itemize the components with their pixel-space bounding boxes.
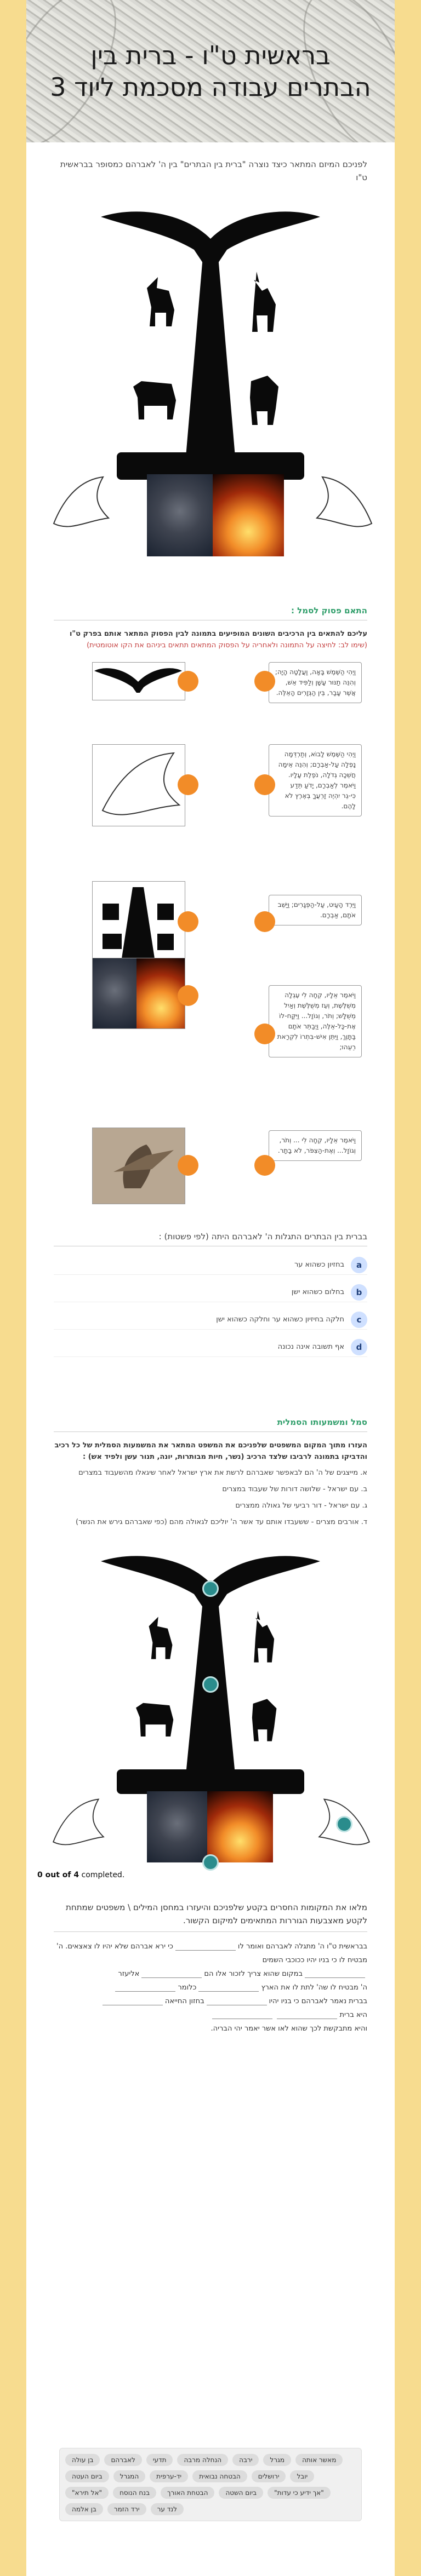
symbol-item: ב. עם ישראל - שלושה דורות של שעבוד במצרים [222, 1485, 367, 1493]
dove-right-icon [311, 474, 377, 540]
match-instructions [26, 628, 395, 651]
symbols-illustration[interactable] [26, 1539, 395, 1879]
quiz-option-b[interactable] [54, 1283, 367, 1302]
symbols-section-title: סמל ומשמעותו הסמלית [277, 1417, 367, 1427]
cloze-intro: מלאו את המקומות החסרים בקטע שלפניכם והיעזרו במחסן המילים \ משפטים שמתחת לקטע מאצבעות הגוררות המתאימים למיקום הקשור. [66, 1902, 367, 1925]
goat-icon [141, 277, 180, 326]
progress-text [26, 1871, 124, 1879]
word-chip[interactable]: יובל [290, 2470, 314, 2482]
match-dot-image-2[interactable] [178, 774, 198, 795]
match-instructions-note: (שימו לב: לחיצה על התמונה ולאחריה על הפסוק המתאים תתאים ביניהם את הקו אוטומטית) [87, 641, 367, 649]
cloze-blank[interactable] [277, 2011, 337, 2019]
cow-icon [133, 376, 177, 419]
match-image-dove[interactable] [92, 744, 185, 826]
match-dot-verse-1[interactable] [254, 671, 275, 692]
word-chip[interactable]: ירבה [232, 2454, 259, 2466]
cloze-line: ה' מבטיח לו שה' לתת לו את הארץכלומר [54, 1981, 367, 1994]
option-text: בחלום כשהוא ישן [291, 1288, 344, 1296]
symbol-item: ד. אורבים מצרים - ששעבדו אותם עד אשר ה' יוליכם לגאולה מהם (כפי שאברהם גירש את הנשר) [76, 1518, 367, 1526]
header-banner [26, 0, 395, 142]
option-letter: a [351, 1257, 367, 1273]
option-text: בחזיון כשהוא ער [294, 1261, 344, 1269]
deer-icon [246, 272, 284, 332]
option-letter: d [351, 1339, 367, 1355]
quiz-option-c[interactable] [54, 1310, 367, 1330]
option-text: אף תשובה אינה נכונה [277, 1343, 344, 1351]
cloze-line: בברית נאמר לאברהם כי בניו יהיובחזון החייאה [54, 1994, 367, 2008]
cloze-line: והיא מתבקשת לכך שהוא לאו אשר יאמר יהי הבריה. [210, 2025, 367, 2033]
cloze-blank[interactable] [115, 1984, 175, 1992]
match-verse-3[interactable]: וַיְהִי הַשֶּׁמֶשׁ לָבוֹא, וְתַרְדֵּמָה נָפְלָה עַל-אַבְרָם; וְהִנֵּה אֵימָה חֲשֵׁכָה גְדֹלָה, נֹפֶלֶת עָלָיו. וַיֹּאמֶר לְאַבְרָם, יָדֹעַ תֵּדַע כִּי-גֵר יִהְיֶה זַרְעֲךָ בְּאֶרֶץ לֹא לָהֶם. [269, 744, 362, 817]
hotspot-eagle[interactable] [202, 1580, 219, 1597]
option-letter: c [351, 1312, 367, 1328]
match-dot-verse-2[interactable] [254, 911, 275, 932]
word-bank [59, 2448, 362, 2521]
progress-suffix: completed. [79, 1871, 125, 1879]
match-image-bird-of-prey[interactable] [92, 1128, 185, 1204]
fire-image [207, 1791, 273, 1862]
word-chip[interactable]: לנד ער [151, 2503, 184, 2515]
word-chip[interactable]: הבטחת האורך [161, 2487, 214, 2499]
symbols-list [26, 1463, 395, 1528]
cloze-blank[interactable] [305, 1970, 365, 1978]
word-chip[interactable]: יד-ערפית [150, 2470, 188, 2482]
word-chip[interactable]: "אל תירא" [65, 2487, 109, 2499]
cloze-text [26, 1940, 395, 2036]
match-dot-image-3[interactable] [178, 911, 198, 932]
match-dot-image-4[interactable] [178, 985, 198, 1006]
divider [54, 1431, 367, 1432]
fire-image [213, 474, 284, 556]
dove-left-icon [48, 1797, 109, 1857]
ram-icon [248, 1698, 281, 1742]
match-exercise[interactable] [26, 662, 395, 1226]
match-image-smoke-fire[interactable] [92, 958, 185, 1029]
quiz-question: בברית בין הבתרים התגלות ה' לאברהם היתה (לפי פשטות) : [158, 1232, 367, 1241]
word-chip[interactable]: ירד הזמר [107, 2503, 146, 2515]
word-chip[interactable]: בן אלמה [65, 2503, 103, 2515]
cloze-blank[interactable] [212, 2011, 272, 2019]
cloze-line: בבראשית ט"ו ה' מתגלה לאברהם ואומר לוכי ירא אברהם שלא יהיו לו צאצאים. ה' מבטיח לו כי בניו יהיו ככוכבי השמים [56, 1942, 367, 1964]
symbol-item: א. מייצגים של ה' הם לבאפשר שאברהם לרשת את ארץ ישראל לאחר שיגאלו מהשעבוד במצרים [78, 1469, 367, 1477]
option-text: חלקה בחיזיון כשהוא ער וחלקה כשהוא ישן [216, 1315, 344, 1324]
progress-count: 0 out of 4 [37, 1871, 79, 1879]
word-chip[interactable]: המגרל [113, 2470, 146, 2482]
match-verse-1[interactable]: וַיְהִי הַשֶּׁמֶשׁ בָּאָה, וַעֲלָטָה הָיָה; וְהִנֵּה תַנּוּר עָשָׁן וְלַפִּיד אֵשׁ, אֲשֶׁר עָבַר, בֵּין הַגְּזָרִים הָאֵלֶּה. [269, 662, 362, 703]
word-chip[interactable]: ירושלים [252, 2470, 286, 2482]
match-instructions-bold: עליכם להתאים בין הרכיבים השונים המופיעים בתמונה לבין הפסוק המתאר אותם בפרק ט"ו [69, 630, 367, 638]
cloze-line: היא ברית [54, 2008, 367, 2022]
hotspot-fire[interactable] [202, 1854, 219, 1871]
word-chip[interactable]: מגרל [263, 2454, 291, 2466]
dove-left-icon [48, 474, 114, 540]
word-chip[interactable]: מאשר אותה [295, 2454, 343, 2466]
brit-pillar [185, 255, 236, 463]
symbols-instructions: העזרו מתוך המקום המשפטים שלפניכם את המשפט המתאר את המשמעות הסמלית של כל רכיב והדביקו בתמונה לרביבו שלצד הרכיב (נשר, חיות מבותרות, יונה, תנור עשן ולפיד אש) : [54, 1441, 367, 1461]
match-dot-image-1[interactable] [178, 671, 198, 692]
match-image-animals[interactable] [92, 881, 185, 963]
word-chip[interactable]: תדעי [146, 2454, 173, 2466]
match-image-eagle[interactable] [92, 662, 185, 700]
intro-text: לפניכם המיזם המתאר כיצד נוצרה "ברית בין הבתרים" בין ה' לאברהם כמסופר בבראשית ט"ו [60, 159, 367, 182]
goat-icon [144, 1616, 177, 1660]
brit-base [117, 1769, 304, 1794]
match-verse-5[interactable]: וַיֹּאמֶר אֵלָיו, קְחָה לִי ... וְתֹר, וְגוֹזָל... וְאֶת-הַצִּפֹּר, לֹא בָתָר. [269, 1130, 362, 1161]
word-chip[interactable]: בנח הנוסח [113, 2487, 156, 2499]
cloze-blank[interactable] [141, 1970, 202, 1978]
match-dot-verse-3[interactable] [254, 774, 275, 795]
word-chip[interactable]: "אך ידיע כי עדות" [268, 2487, 331, 2499]
divider [54, 1931, 367, 1932]
word-chip[interactable]: ביום העטה [65, 2470, 109, 2482]
match-dot-image-5[interactable] [178, 1155, 198, 1176]
word-chip[interactable]: הבטחה נבואית [192, 2470, 247, 2482]
match-verse-2[interactable]: וַיֵּרֶד הָעַיִט, עַל-הַפְּגָרִים; וַיַּשֵּׁב אֹתָם, אַבְרָם. [269, 895, 362, 925]
smoke-image [147, 474, 213, 556]
deer-icon [248, 1611, 281, 1663]
match-verse-4[interactable]: וַיֹּאמֶר אֵלָיו, קְחָה לִי עֶגְלָה מְשֻׁלֶּשֶׁת, וְעֵז מְשֻׁלֶּשֶׁת וְאַיִל מְשֻׁלָּשׁ; וְתֹר, וְגוֹזָל... וַיִּקַּח-לוֹ אֶת-כָּל-אֵלֶּה, וַיְבַתֵּר אֹתָם בַּתָּוֶךְ, וַיִּתֵּן אִישׁ-בִּתְרוֹ לִקְרַאת רֵעֵהוּ; [269, 985, 362, 1057]
hotspot-animals[interactable] [202, 1676, 219, 1693]
match-dot-verse-5[interactable] [254, 1155, 275, 1176]
page [26, 0, 395, 2576]
word-chip[interactable]: בן עולה [65, 2454, 100, 2466]
option-letter: b [351, 1284, 367, 1301]
quiz-option-d[interactable] [54, 1337, 367, 1357]
symbol-item: ג. עם ישראל - דור רביעי של גאולה ממצרים [235, 1502, 367, 1510]
cloze-blank[interactable] [103, 1998, 163, 2005]
word-chip[interactable]: הנחלה מרבה [177, 2454, 228, 2466]
brit-illustration [26, 195, 395, 600]
ram-icon [246, 376, 284, 425]
cloze-line: במקום שהוא צריך לזכור אלו הםאליעזר [54, 1967, 367, 1981]
quiz-option-a[interactable] [54, 1255, 367, 1275]
cloze-blank[interactable] [175, 1943, 236, 1951]
match-section-title: התאם פסוק לסמל : [291, 606, 367, 616]
quiz-options [26, 1255, 395, 1357]
hotspot-dove[interactable] [336, 1816, 352, 1832]
smoke-image [147, 1791, 207, 1862]
cloze-blank[interactable] [207, 1998, 267, 2005]
match-dot-verse-4[interactable] [254, 1024, 275, 1044]
page-title: בראשית ט"ו - ברית בין הבתרים עבודה מסכמת ליוד 3 [50, 41, 371, 102]
cloze-blank[interactable] [198, 1984, 259, 1992]
word-chip[interactable]: לאברהם [104, 2454, 141, 2466]
cow-icon [136, 1698, 174, 1737]
word-chip[interactable]: ביום השטה [219, 2487, 263, 2499]
